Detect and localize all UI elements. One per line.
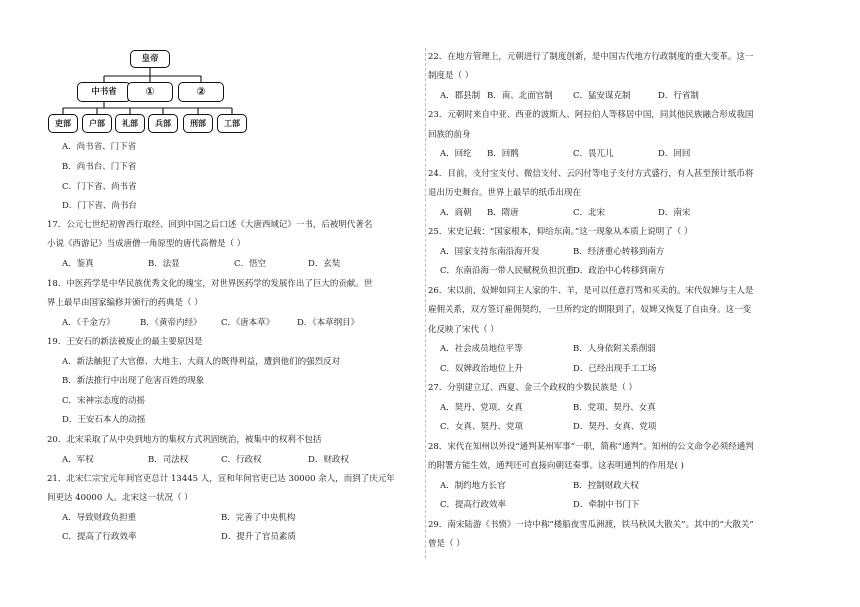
q24-stem-line-1: 24．目前，支付宝支付、微信支付、云闪付等电子支付方式盛行，有人甚至预计纸币将 [428, 169, 754, 179]
q25-option-b[interactable]: B．经济重心转移到南方 [573, 247, 665, 257]
q22-option-b[interactable]: B．南、北面官制 [487, 91, 553, 101]
q29-stem-line-2: 曾是（ ） [428, 539, 465, 549]
diagram-gongbu-box: 工部 [217, 114, 247, 133]
q26-stem-line-2: 雇佣关系，双方签订雇佣契约，一旦所约定的期限到了，奴婢又恢复了自由身。这一变 [428, 305, 752, 315]
q21-option-a[interactable]: A．导致财政负担重 [62, 513, 137, 523]
q23-stem-line-1: 23．元朝时来自中亚、西亚的波斯人、阿拉伯人等移居中国，同其他民族融合形成我国 [428, 110, 754, 120]
diagram-emperor-box: 皇帝 [130, 50, 170, 68]
q28-stem-line-2: 的附署方能生效，通判还可直接向朝廷奏事。这表明通判的作用是( ) [428, 461, 684, 471]
q17-stem-line-1: 17．公元七世纪初曾西行取经、回到中国之后口述《大唐西域记》一书，后被明代著名 [47, 220, 373, 230]
q16-option-d[interactable]: D．门下省、尚书台 [62, 201, 137, 211]
q18-option-d[interactable]: D．《本草纲目》 [297, 318, 360, 328]
q22-option-d[interactable]: D．行省制 [658, 91, 699, 101]
q28-option-a[interactable]: A．制约地方长官 [440, 481, 506, 491]
q20-option-c[interactable]: C．行政权 [221, 455, 262, 465]
q29-stem-line-1: 29．南宋陆游《书愤》一诗中称“楼船夜雪瓜洲渡，铁马秋风大散关”。其中的“大散关” [428, 520, 754, 530]
q24-option-b[interactable]: B．隋唐 [487, 208, 519, 218]
q19-option-a[interactable]: A．新法触犯了大官僚、大地主、大商人的既得利益，遭到他们的强烈反对 [62, 357, 341, 367]
q21-option-b[interactable]: B．完善了中央机构 [221, 513, 296, 523]
diagram-hubu-box: 户部 [82, 114, 112, 133]
q18-stem-line-2: 界上最早由国家编修并颁行的药典是（ ） [47, 298, 203, 308]
q19-option-c[interactable]: C．宋神宗态度的动摇 [62, 396, 146, 406]
diagram-blank-2-box: ② [178, 82, 224, 102]
q25-option-d[interactable]: D．政治中心转移到南方 [573, 266, 665, 276]
q19-stem: 19．王安石的新法被废止的最主要原因是 [47, 337, 203, 347]
q20-stem: 20．北宋采取了从中央到地方的集权方式巩固统治，被集中的权利不包括 [47, 435, 322, 445]
q17-option-a[interactable]: A．鉴真 [62, 259, 94, 269]
q25-option-c[interactable]: C．东南沿海一带人民赋税负担沉重 [440, 266, 575, 276]
q27-stem: 27．分别建立辽、西夏、金三个政权的少数民族是（ ） [428, 383, 638, 393]
q18-option-a[interactable]: A．《千金方》 [62, 318, 115, 328]
q19-option-d[interactable]: D．王安石本人的动摇 [62, 415, 146, 425]
q26-option-b[interactable]: B．人身依附关系削弱 [573, 344, 656, 354]
q17-stem-line-2: 小说《西游记》当成唐僧一角原型的唐代高僧是（ ） [47, 239, 246, 249]
q24-option-a[interactable]: A．商朝 [440, 208, 472, 218]
q25-option-a[interactable]: A．国家支持东南沿海开发 [440, 247, 540, 257]
q23-option-a[interactable]: A．回纥 [440, 149, 472, 159]
q22-stem-line-1: 22．在地方管理上，元朝进行了制度创新，是中国古代地方行政制度的重大变革。这一 [428, 52, 754, 62]
diagram-bingbu-box: 兵部 [148, 114, 178, 133]
q26-option-a[interactable]: A．社会成员地位平等 [440, 344, 523, 354]
diagram-zhongshu-box: 中书省 [77, 82, 131, 102]
q18-option-c[interactable]: C．《唐本草》 [221, 318, 275, 328]
q24-option-c[interactable]: C．北宋 [573, 208, 606, 218]
diagram-blank-1-box: ① [127, 82, 173, 102]
q24-stem-line-2: 退出历史舞台。世界上最早的纸币出现在 [428, 188, 582, 198]
q27-option-d[interactable]: D．契丹、女真、党项 [573, 422, 657, 432]
diagram-libu2-box: 礼部 [115, 114, 145, 133]
q28-option-c[interactable]: C．提高行政效率 [440, 500, 507, 510]
q23-option-c[interactable]: C．畏兀儿 [573, 149, 614, 159]
q27-option-b[interactable]: B．党项、契丹、女真 [573, 403, 656, 413]
q22-option-a[interactable]: A．郡县制 [440, 91, 481, 101]
q26-stem-line-1: 26．宋以前，奴婢如同主人家的牛、羊，是可以任意打骂和买卖的。宋代奴婢与主人是 [428, 286, 754, 296]
q28-stem-line-1: 28．宋代在知州以外设“通判某州军事”一职，简称“通判”。知州的公文命令必须经通判 [428, 442, 754, 452]
q27-option-c[interactable]: C．女真、契丹、党项 [440, 422, 524, 432]
q16-option-c[interactable]: C．门下省、尚书省 [62, 182, 137, 192]
q28-option-d[interactable]: D．牵制中书门下 [573, 500, 640, 510]
q26-option-c[interactable]: C．奴婢政治地位上升 [440, 364, 524, 374]
q17-option-d[interactable]: D．玄奘 [308, 259, 341, 269]
q17-option-c[interactable]: C．悟空 [234, 259, 267, 269]
q27-option-a[interactable]: A．契丹、党项、女真 [440, 403, 523, 413]
q22-option-c[interactable]: C．猛安谋克制 [573, 91, 631, 101]
q21-option-d[interactable]: D．提升了官员素质 [221, 532, 296, 542]
q22-stem-line-2: 制度是（ ） [428, 71, 474, 81]
q20-option-a[interactable]: A．军权 [62, 455, 94, 465]
q28-option-b[interactable]: B．控制财政大权 [573, 481, 639, 491]
q21-stem-line-2: 间更达 40000 人。北宋这一状况（ ） [47, 493, 193, 503]
q21-stem-line-1: 21．北宋仁宗宝元年间官吏总计 13445 人，宣和年间官吏已达 30000 余人，而到了庆元年 [47, 474, 395, 484]
column-divider [425, 48, 426, 558]
q23-option-d[interactable]: D．回回 [658, 149, 691, 159]
q19-option-b[interactable]: B．新法推行中出现了危害百姓的现象 [62, 376, 205, 386]
q17-option-b[interactable]: B．法显 [148, 259, 180, 269]
q21-option-c[interactable]: C．提高了行政效率 [62, 532, 137, 542]
q24-option-d[interactable]: D．南宋 [658, 208, 691, 218]
q18-stem-line-1: 18．中医药学是中华民族优秀文化的瑰宝，对世界医药学的发展作出了巨大的贡献。世 [47, 279, 373, 289]
q23-stem-line-2: 回族的前身 [428, 130, 471, 140]
q16-option-a[interactable]: A．尚书省、门下省 [62, 142, 137, 152]
diagram-xingbu-box: 刑部 [183, 114, 213, 133]
q20-option-d[interactable]: D．财政权 [308, 455, 349, 465]
q25-stem: 25．宋史记载：“国家根本，仰给东南。”这一现象从本质上说明了（ ） [428, 227, 693, 237]
q18-option-b[interactable]: B．《黄帝内经》 [140, 318, 202, 328]
q26-option-d[interactable]: D．已经出现手工工场 [573, 364, 657, 374]
q20-option-b[interactable]: B．司法权 [148, 455, 189, 465]
q26-stem-line-3: 化反映了宋代（ ） [428, 325, 499, 335]
diagram-libu-box: 吏部 [48, 114, 78, 133]
q16-option-b[interactable]: B．尚书台、门下省 [62, 162, 137, 172]
q23-option-b[interactable]: B．回鹘 [487, 149, 519, 159]
